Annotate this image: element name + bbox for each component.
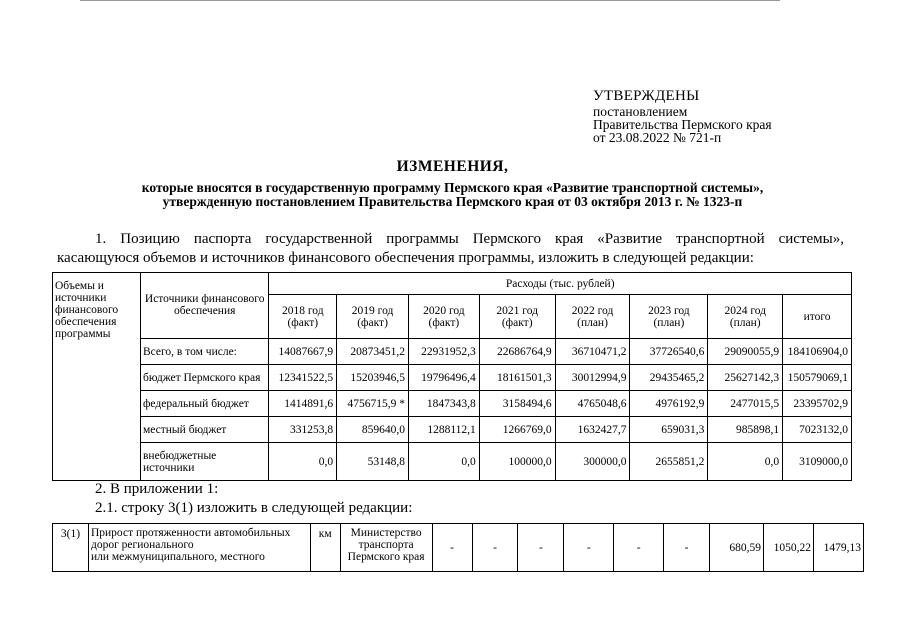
year-header: 2022 год (план) [555, 295, 630, 339]
table-row [53, 524, 864, 572]
cell-value: 23395702,9 [783, 391, 852, 417]
table-row [53, 365, 852, 391]
approval-title: УТВЕРЖДЕНЫ [593, 88, 700, 104]
year-header: 2020 год (факт) [408, 295, 479, 339]
organization-line: Пермского края [347, 551, 425, 563]
cell-value: 14087667,9 [269, 339, 337, 365]
cell-value: 29435465,2 [630, 365, 708, 391]
value-cell: 1050,22 [763, 524, 813, 572]
approval-line-2: Правительства Пермского края [593, 117, 772, 132]
approval-line-3: от 23.08.2022 № 721-п [593, 130, 722, 145]
empty-value-cell: - [432, 524, 472, 572]
top-border-line [80, 0, 780, 1]
financing-label-cell: Объемы и источники финансового обеспечения программы [53, 273, 141, 481]
organization-line: Министерство [350, 527, 422, 539]
cell-value: 37726540,6 [630, 339, 708, 365]
empty-value-cell: - [472, 524, 518, 572]
organization-line: транспорта [358, 539, 414, 551]
indicator-name-line: или межмуниципального, местного [90, 551, 265, 563]
cell-value: 150579069,1 [783, 365, 852, 391]
cell-value: 0,0 [708, 443, 783, 481]
paragraph-3: 2.1. строку 3(1) изложить в следующей редакции: [95, 500, 413, 516]
cell-value: 184106904,0 [783, 339, 852, 365]
table-row [53, 339, 852, 365]
cell-value: 300000,0 [555, 443, 630, 481]
value-cell: 1479,13 [813, 524, 863, 572]
empty-value-cell: - [664, 524, 710, 572]
cell-value: 659031,3 [630, 417, 708, 443]
financing-table [52, 272, 852, 481]
cell-value: 1414891,6 [269, 391, 337, 417]
cell-value: 18161501,3 [479, 365, 555, 391]
cell-value: 36710471,2 [555, 339, 630, 365]
empty-value-cell: - [518, 524, 564, 572]
paragraph-2: 2. В приложении 1: [95, 481, 219, 497]
cell-value: 1266769,0 [479, 417, 555, 443]
table-row [53, 443, 852, 481]
approval-stamp [593, 90, 772, 144]
sources-header: Источники финансового обеспечения [140, 273, 268, 339]
total-header: итого [783, 295, 852, 339]
year-header: 2023 год (план) [630, 295, 708, 339]
cell-value: 4765048,6 [555, 391, 630, 417]
indicator-name-line: Прирост протяженности автомобильных [90, 527, 291, 539]
cell-value: 1632427,7 [555, 417, 630, 443]
approval-line-1: постановлением [593, 104, 688, 119]
cell-value: 331253,8 [269, 417, 337, 443]
cell-value: 4976192,9 [630, 391, 708, 417]
year-header: 2018 год (факт) [269, 295, 337, 339]
cell-value: 1288112,1 [408, 417, 479, 443]
cell-value: 985898,1 [708, 417, 783, 443]
document-subtitle-1: которые вносятся в государственную программу Пермского края «Развитие транспортной системы», [141, 180, 764, 195]
cell-value: 2655851,2 [630, 443, 708, 481]
cell-value: 1847343,8 [408, 391, 479, 417]
cell-value: 15203946,5 [337, 365, 409, 391]
cell-value: 29090055,9 [708, 339, 783, 365]
row-label: Всего, в том числе: [140, 339, 268, 365]
cell-value: 100000,0 [479, 443, 555, 481]
cell-value: 22931952,3 [408, 339, 479, 365]
cell-value: 19796496,4 [408, 365, 479, 391]
cell-value: 22686764,9 [479, 339, 555, 365]
row-label: внебюджетные источники [140, 443, 268, 481]
cell-value: 30012994,9 [555, 365, 630, 391]
cell-value: 20873451,2 [337, 339, 409, 365]
paragraph-1-line-2: касающуюся объемов и источников финансового обеспечения программы, изложить в следующей редакции: [57, 250, 754, 266]
cell-value: 12341522,5 [269, 365, 337, 391]
document-subtitle-2: утвержденную постановлением Правительства Пермского края от 03 октября 2013 г. № 1323-п [162, 194, 743, 209]
document-title: ИЗМЕНЕНИЯ, [396, 158, 509, 175]
table-row [53, 417, 852, 443]
cell-value: 53148,8 [337, 443, 409, 481]
indicator-row-table [52, 523, 864, 572]
organization-cell [340, 524, 432, 572]
expenses-header: Расходы (тыс. рублей) [269, 273, 852, 295]
row-label: бюджет Пермского края [140, 365, 268, 391]
row-number: 3(1) [53, 524, 89, 572]
indicator-name-line: дорог регионального [90, 539, 194, 551]
row-label: местный бюджет [140, 417, 268, 443]
cell-value: 25627142,3 [708, 365, 783, 391]
cell-value: 859640,0 [337, 417, 409, 443]
value-cell: 680,59 [710, 524, 764, 572]
unit-cell: км [310, 524, 340, 572]
table-row [53, 391, 852, 417]
cell-value: 3158494,6 [479, 391, 555, 417]
cell-value: 0,0 [269, 443, 337, 481]
row-label: федеральный бюджет [140, 391, 268, 417]
paragraph-1-line-1: 1. Позицию паспорта государственной программы Пермского края «Развитие транспортной системы», [95, 231, 844, 247]
year-header: 2024 год (план) [708, 295, 783, 339]
empty-value-cell: - [564, 524, 614, 572]
cell-value: 7023132,0 [783, 417, 852, 443]
empty-value-cell: - [614, 524, 664, 572]
cell-value: 2477015,5 [708, 391, 783, 417]
indicator-name [88, 524, 310, 572]
year-header: 2019 год (факт) [337, 295, 409, 339]
cell-value: 4756715,9 * [337, 391, 409, 417]
cell-value: 3109000,0 [783, 443, 852, 481]
cell-value: 0,0 [408, 443, 479, 481]
year-header: 2021 год (факт) [479, 295, 555, 339]
